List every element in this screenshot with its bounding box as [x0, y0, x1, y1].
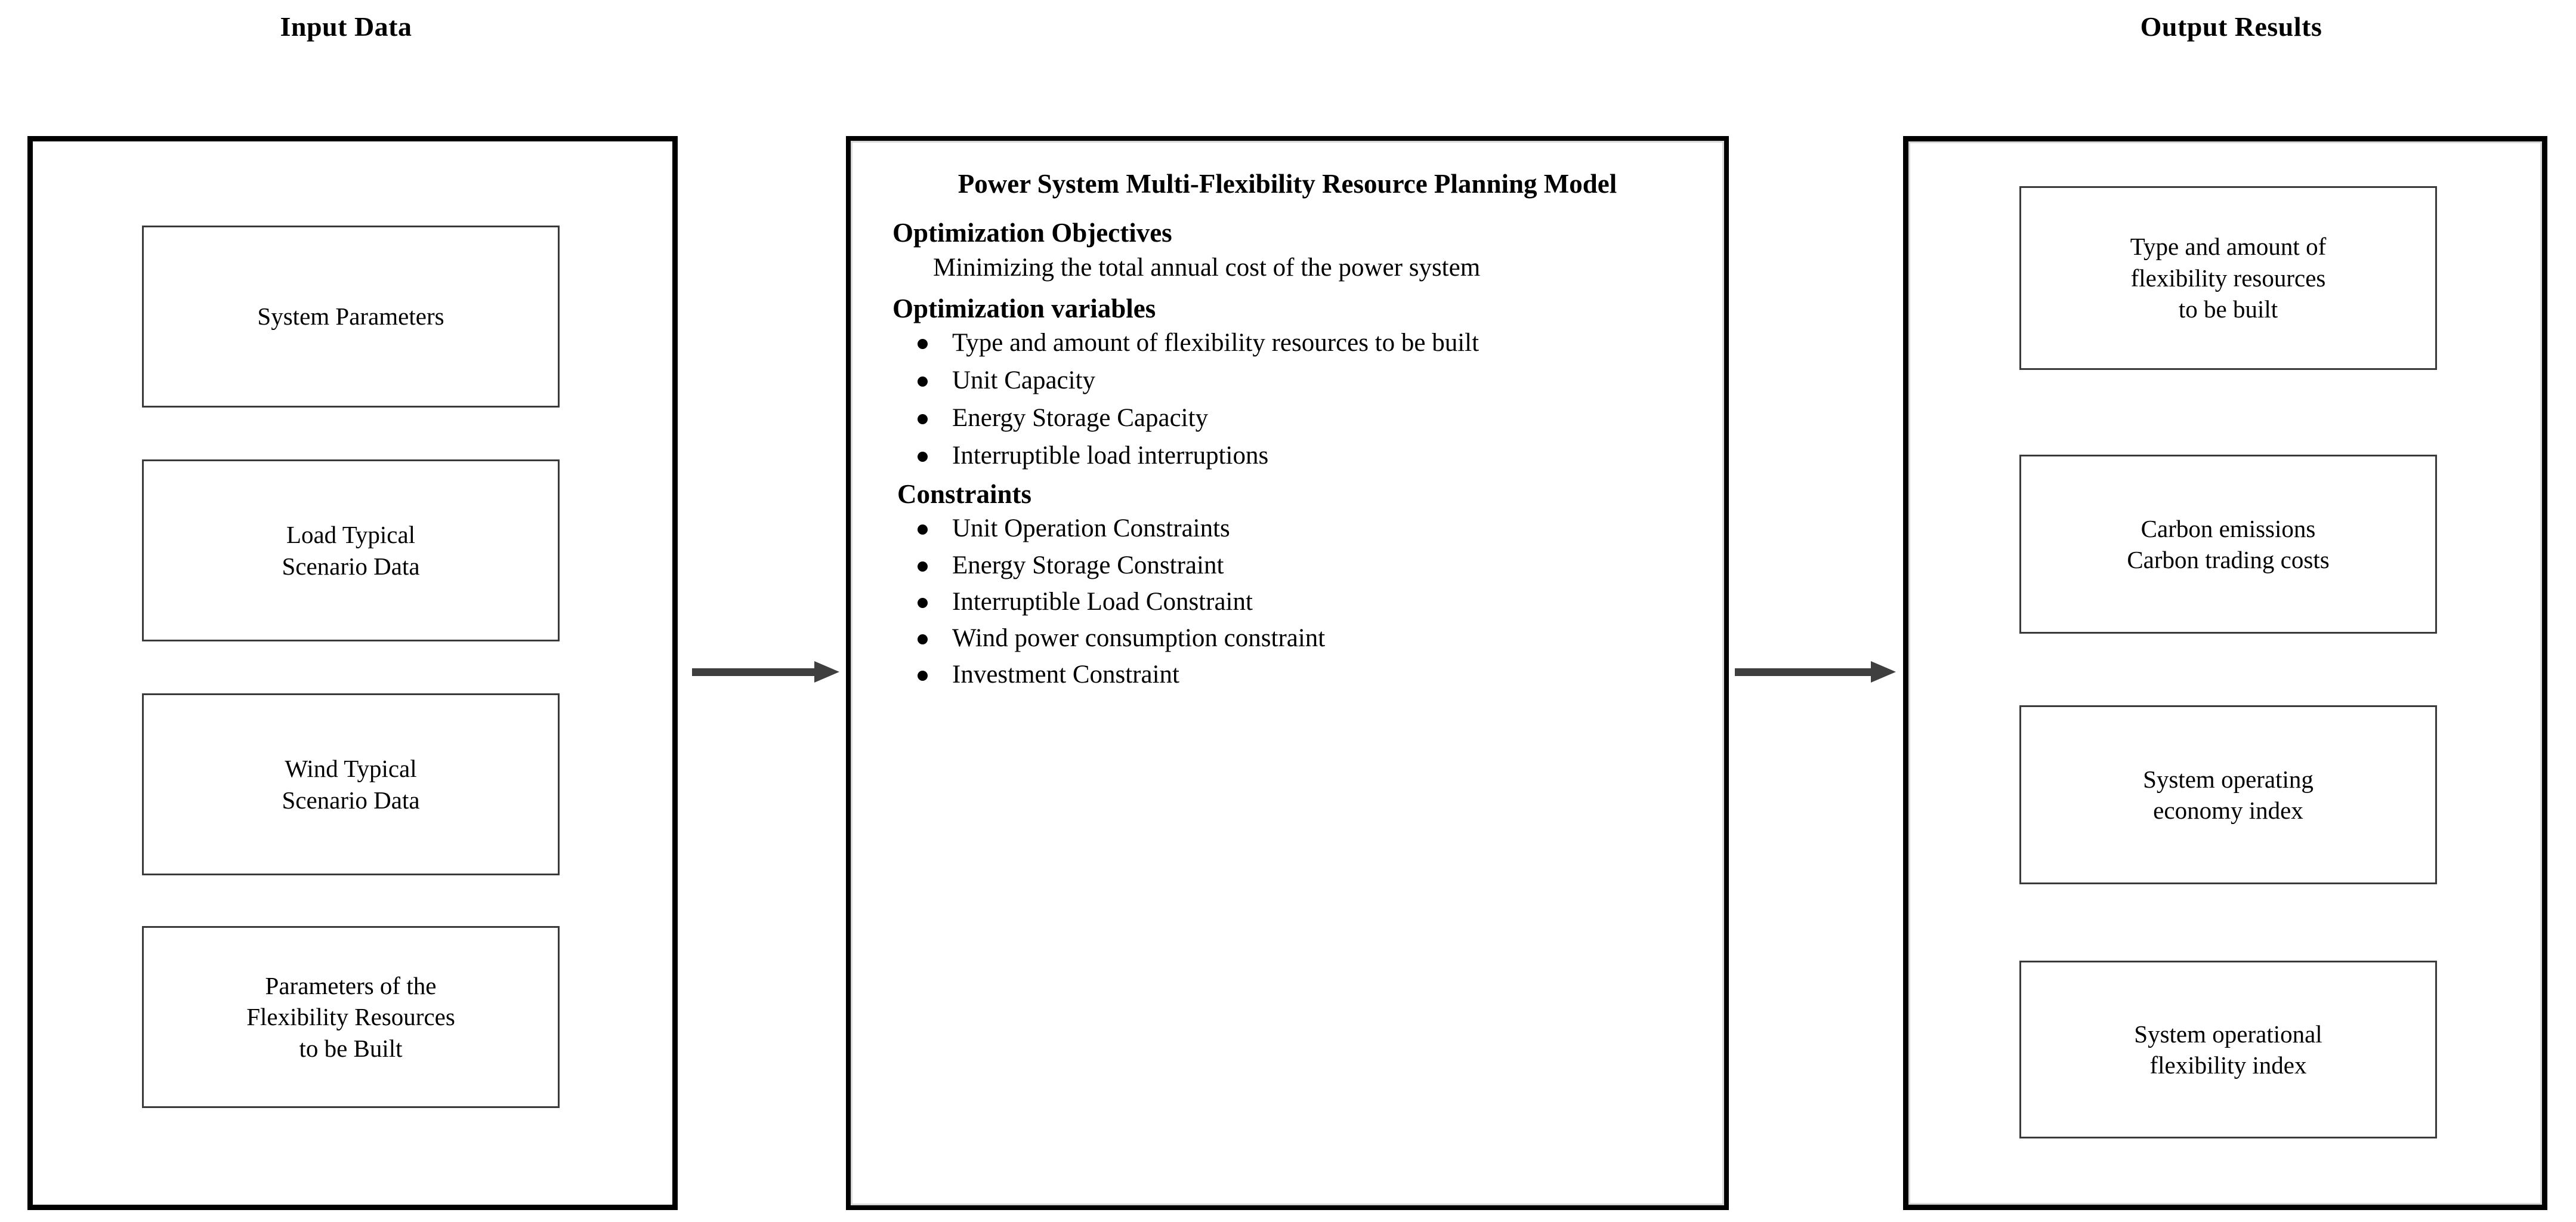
input-box-load-typical-scenario-data: Load Typical Scenario Data	[142, 459, 560, 641]
optimization-variables-list	[892, 327, 1682, 473]
list-item-label: Wind power consumption constraint	[952, 624, 1326, 652]
input-box-flexibility-resource-parameters: Parameters of the Flexibility Resources to be Built	[142, 926, 560, 1108]
arrow-head-icon	[814, 661, 839, 683]
arrow-shaft	[1735, 668, 1873, 676]
bullet-dot-icon	[918, 452, 928, 462]
bullet-dot-icon	[918, 561, 928, 572]
bullet-dot-icon	[918, 524, 928, 535]
input-box-wind-typical-scenario-data: Wind Typical Scenario Data	[142, 693, 560, 875]
bullet-dot-icon	[918, 414, 928, 424]
bullet-dot-icon	[918, 339, 928, 349]
model-title: Power System Multi-Flexibility Resource Planning Model	[957, 169, 1617, 199]
list-item-label: Type and amount of flexibility resources to be built	[952, 328, 1479, 357]
arrow-model-to-output	[1735, 661, 1899, 683]
input-box-system-parameters: System Parameters	[142, 226, 560, 408]
list-item-label: Unit Capacity	[952, 366, 1096, 394]
constraints-heading: Constraints	[897, 479, 1032, 510]
list-item	[892, 327, 1682, 359]
optimization-objectives-heading: Optimization Objectives	[892, 217, 1172, 248]
bullet-dot-icon	[918, 598, 928, 608]
list-item	[892, 513, 1682, 545]
constraints-list	[892, 513, 1682, 691]
bullet-dot-icon	[918, 634, 928, 644]
output-box-flexibility-resources-built: Type and amount of flexibility resources to be built	[2019, 186, 2437, 370]
list-item	[892, 440, 1682, 472]
arrow-head-icon	[1871, 661, 1896, 683]
list-item	[892, 402, 1682, 434]
list-item	[892, 659, 1682, 691]
list-item-label: Investment Constraint	[952, 661, 1179, 689]
bullet-dot-icon	[918, 671, 928, 681]
list-item-label: Interruptible load interruptions	[952, 442, 1269, 470]
list-item-label: Unit Operation Constraints	[952, 514, 1230, 543]
list-item-label: Energy Storage Constraint	[952, 551, 1224, 579]
arrow-input-to-model	[692, 661, 841, 683]
list-item	[892, 550, 1682, 582]
list-item-label: Interruptible Load Constraint	[952, 587, 1253, 616]
arrow-shaft	[692, 668, 817, 676]
optimization-variables-heading: Optimization variables	[892, 293, 1156, 323]
list-item	[892, 586, 1682, 618]
list-item-label: Energy Storage Capacity	[952, 404, 1209, 433]
list-item	[892, 365, 1682, 397]
list-item	[892, 622, 1682, 655]
bullet-dot-icon	[918, 377, 928, 387]
output-box-carbon-emissions-trading-costs: Carbon emissions Carbon trading costs	[2019, 455, 2437, 634]
output-box-system-operating-economy-index: System operating economy index	[2019, 705, 2437, 884]
optimization-objective-text: Minimizing the total annual cost of the power system	[933, 253, 1481, 282]
model-panel-content	[846, 136, 1729, 1210]
output-box-system-operational-flexibility-index: System operational flexibility index	[2019, 961, 2437, 1138]
output-column-heading: Output Results	[2140, 11, 2322, 42]
input-column-heading: Input Data	[280, 11, 412, 42]
